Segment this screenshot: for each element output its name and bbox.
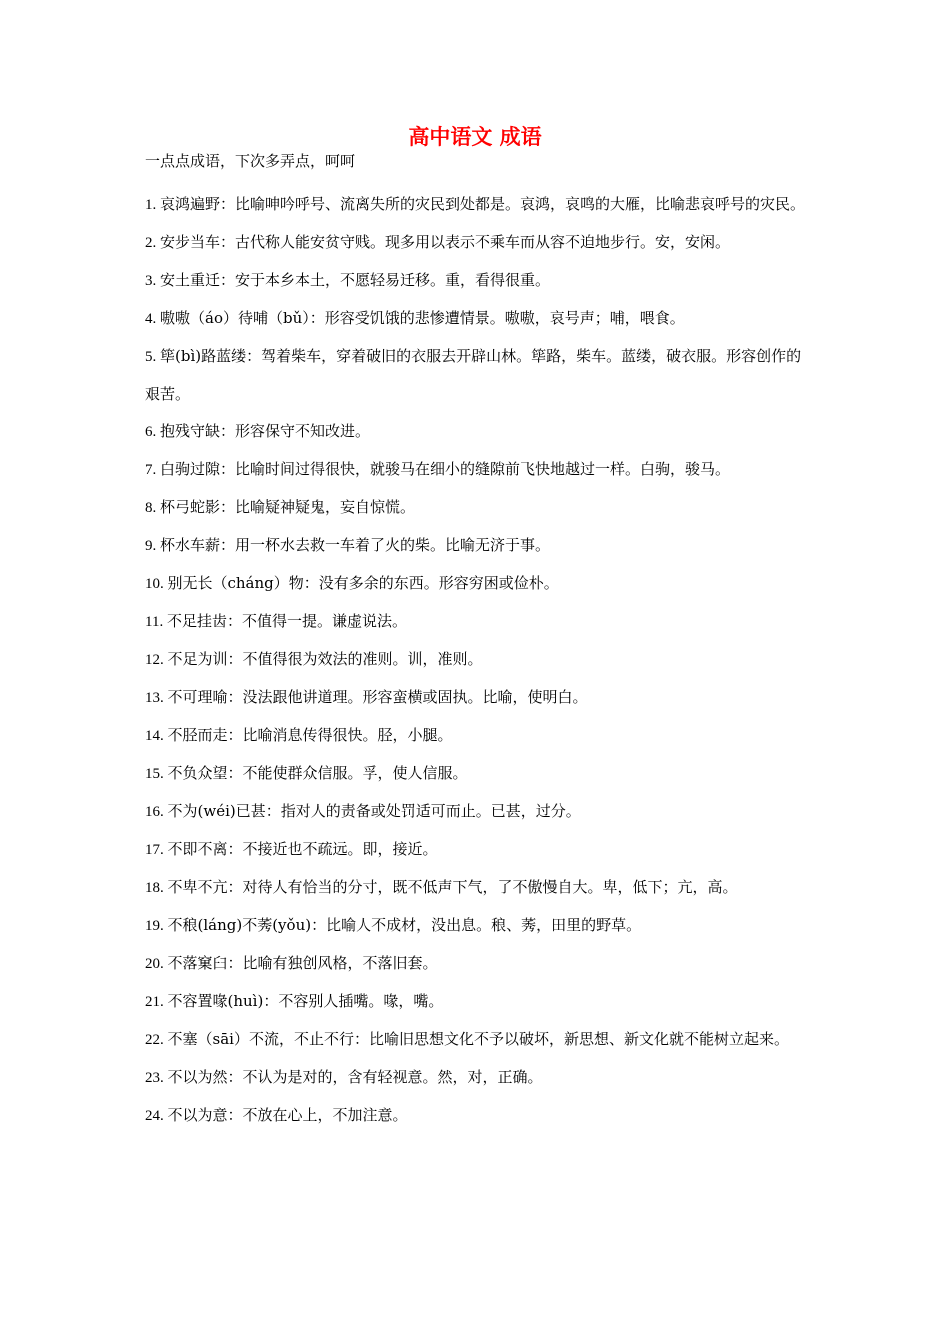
entry-text: 筚(bì)路蓝缕：驾着柴车，穿着破旧的衣服去开辟山林。筚路，柴车。蓝缕，破衣服。形容创作的艰苦。 [145,347,802,403]
entry-text: 嗷嗷（áo）待哺（bǔ）：形容受饥饿的悲惨遭情景。嗷嗷，哀号声；哺，喂食。 [160,309,685,327]
entry-number: 24. [145,1108,168,1124]
entry-number: 2. [145,235,160,251]
idiom-entry [145,603,810,641]
idiom-entry [145,262,810,300]
entry-text: 抱残守缺：形容保守不知改进。 [160,422,371,440]
idiom-entry [145,1021,810,1059]
idiom-entry [145,338,810,413]
entry-text: 不即不离：不接近也不疏远。即，接近。 [167,840,438,858]
entry-number: 21. [145,994,168,1010]
idiom-entry [145,565,810,603]
idiom-entry [145,1097,810,1135]
entry-text: 安步当车：古代称人能安贫守贱。现多用以表示不乘车而从容不迫地步行。安，安闲。 [160,233,731,251]
entry-number: 12. [145,652,168,668]
entry-number: 15. [145,766,168,782]
entry-number: 9. [145,538,160,554]
idiom-entry [145,300,810,338]
entry-number: 22. [145,1032,168,1048]
entry-number: 6. [145,424,160,440]
entry-text: 不负众望：不能使群众信服。孚，使人信服。 [167,764,468,782]
entry-number: 11. [145,614,167,630]
idiom-entry [145,451,810,489]
idiom-entry [145,1059,810,1097]
entry-text: 不容置喙(huì)：不容别人插嘴。喙，嘴。 [167,992,444,1010]
entry-number: 7. [145,462,160,478]
entry-number: 23. [145,1070,168,1086]
idiom-entry [145,641,810,679]
entry-text: 不塞（sāi）不流，不止不行：比喻旧思想文化不予以破坏，新思想、新文化就不能树立起来。 [167,1030,789,1048]
entry-number: 1. [145,197,160,213]
entry-text: 不以为意：不放在心上，不加注意。 [167,1106,408,1124]
idiom-entry [145,869,810,907]
idiom-list [145,186,810,1135]
entry-text: 不胫而走：比喻消息传得很快。胫，小腿。 [167,726,453,744]
entry-number: 3. [145,273,160,289]
entry-text: 不足为训：不值得很为效法的准则。训，准则。 [167,650,483,668]
intro-text: 一点点成语，下次多弄点，呵呵 [145,152,356,170]
entry-number: 5. [145,349,160,365]
entry-number: 19. [145,918,168,934]
idiom-entry [145,755,810,793]
entry-text: 不为(wéi)已甚：指对人的责备或处罚适可而止。已甚，过分。 [167,802,581,820]
idiom-entry [145,224,810,262]
entry-number: 4. [145,311,160,327]
entry-text: 安土重迁：安于本乡本土，不愿轻易迁移。重，看得很重。 [160,271,551,289]
idiom-entry [145,945,810,983]
idiom-entry [145,527,810,565]
entry-number: 20. [145,956,168,972]
page-title: 高中语文 成语 [408,125,542,149]
idiom-entry [145,831,810,869]
entry-number: 18. [145,880,168,896]
entry-number: 13. [145,690,168,706]
entry-text: 不落窠臼：比喻有独创风格，不落旧套。 [167,954,438,972]
entry-number: 10. [145,576,168,592]
entry-number: 16. [145,804,168,820]
entry-number: 17. [145,842,168,858]
entry-text: 不以为然：不认为是对的，含有轻视意。然，对，正确。 [167,1068,543,1086]
entry-text: 不稂(láng)不莠(yǒu)：比喻人不成材，没出息。稂、莠，田里的野草。 [167,916,642,934]
idiom-entry [145,489,810,527]
entry-text: 杯水车薪：用一杯水去救一车着了火的柴。比喻无济于事。 [160,536,551,554]
idiom-entry [145,983,810,1021]
entry-text: 哀鸿遍野：比喻呻吟呼号、流离失所的灾民到处都是。哀鸿，哀鸣的大雁，比喻悲哀呼号的灾民。 [160,195,806,213]
entry-text: 不可理喻：没法跟他讲道理。形容蛮横或固执。比喻，使明白。 [167,688,588,706]
entry-number: 8. [145,500,160,516]
entry-text: 别无长（cháng）物：没有多余的东西。形容穷困或俭朴。 [167,574,559,592]
entry-text: 杯弓蛇影：比喻疑神疑鬼，妄自惊慌。 [160,498,416,516]
idiom-entry [145,907,810,945]
idiom-entry [145,679,810,717]
idiom-entry [145,186,810,224]
entry-number: 14. [145,728,168,744]
entry-text: 白驹过隙：比喻时间过得很快，就骏马在细小的缝隙前飞快地越过一样。白驹，骏马。 [160,460,731,478]
idiom-entry [145,413,810,451]
idiom-entry [145,717,810,755]
idiom-entry [145,793,810,831]
entry-text: 不足挂齿：不值得一提。谦虚说法。 [166,612,407,630]
entry-text: 不卑不亢：对待人有恰当的分寸，既不低声下气，了不傲慢自大。卑，低下；亢，高。 [167,878,738,896]
